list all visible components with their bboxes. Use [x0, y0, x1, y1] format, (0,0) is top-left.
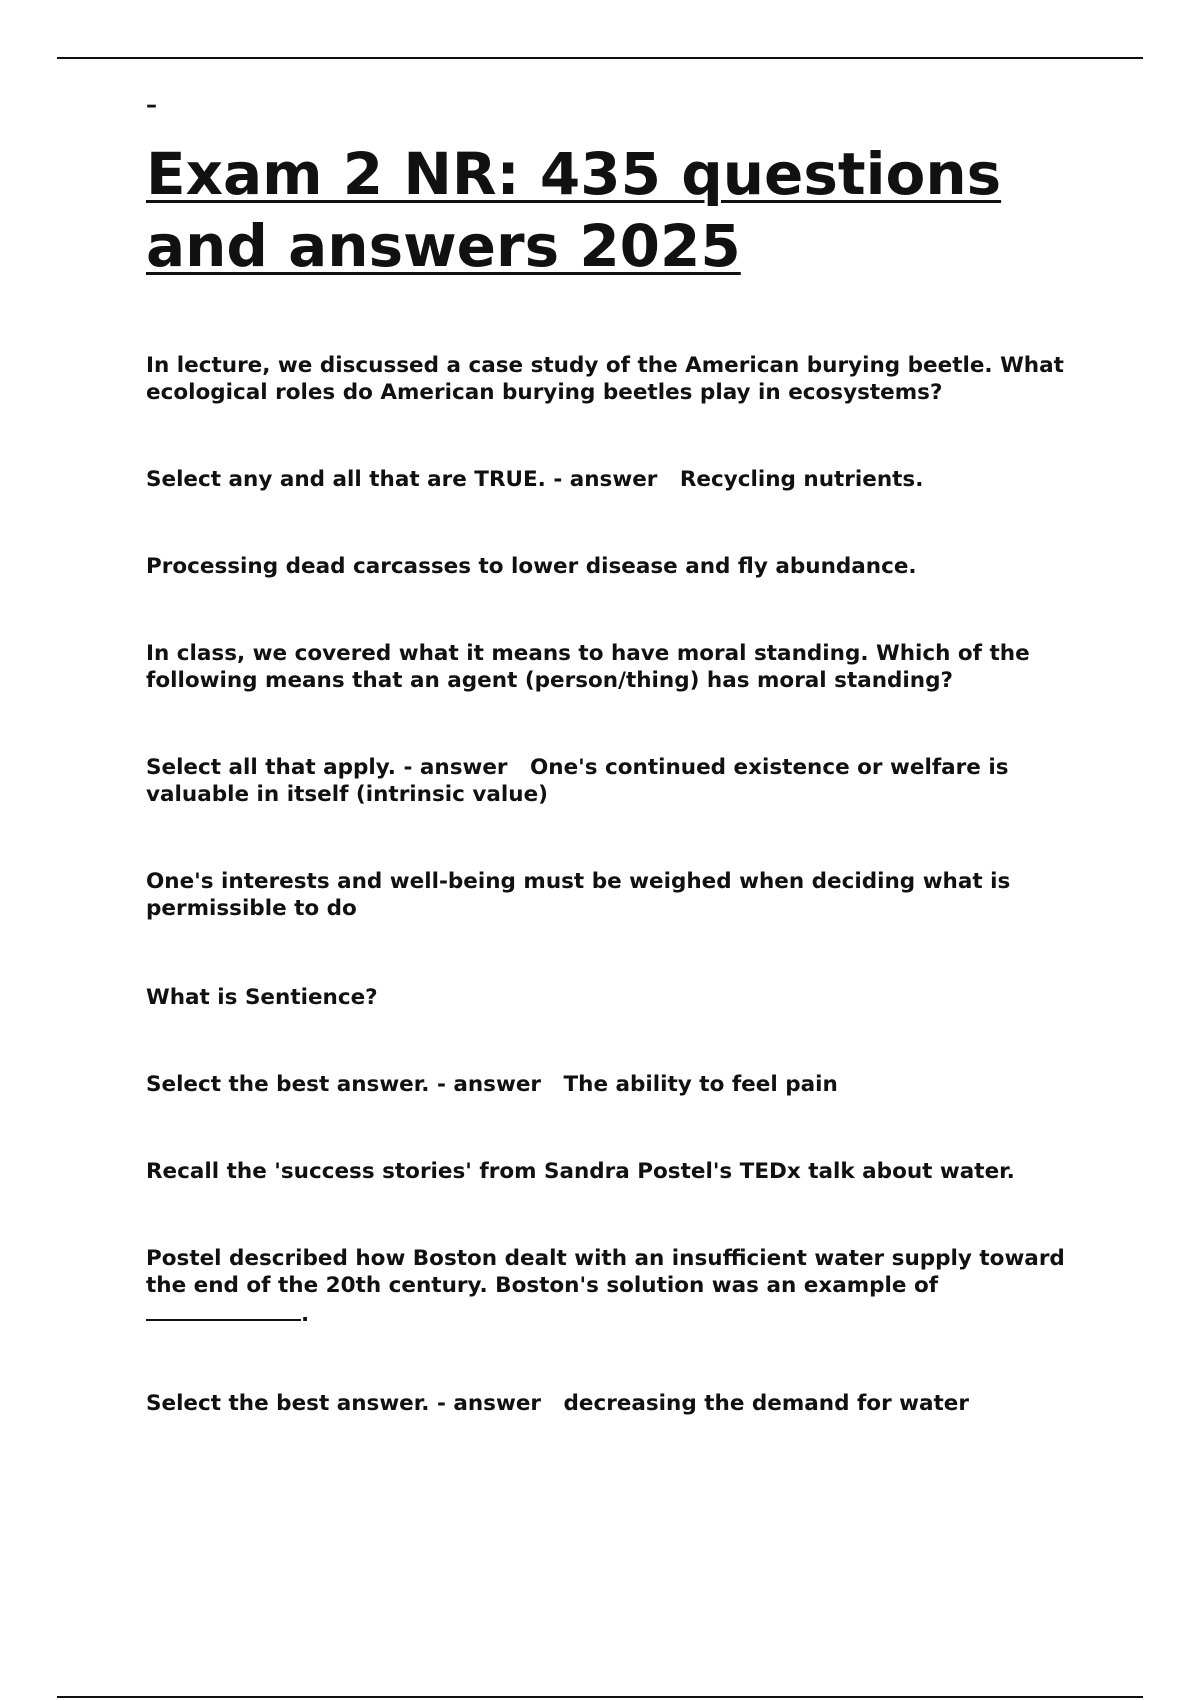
- document-title-text: Exam 2 NR: 435 questions and answers 2025: [146, 140, 1002, 280]
- question-boston: [146, 1245, 1086, 1328]
- bottom-rule: [57, 1696, 1143, 1698]
- document-body: [146, 92, 1086, 1417]
- dash-mark: –: [146, 93, 157, 118]
- top-rule: [57, 57, 1143, 59]
- answer-boston: Select the best answer. - answer decreasing the demand for water: [146, 1391, 969, 1416]
- answer-beetle-1: Select any and all that are TRUE. - answer Recycling nutrients.: [146, 467, 924, 492]
- fill-in-blank: [146, 1299, 301, 1321]
- document-title: [146, 138, 1086, 282]
- question-sentience: What is Sentience?: [146, 985, 378, 1010]
- answer-sentience: Select the best answer. - answer The ability to feel pain: [146, 1072, 838, 1097]
- blank-period: .: [301, 1302, 310, 1327]
- answer-moral-standing-2: One's interests and well-being must be weighed when deciding what is permissible to do: [146, 869, 1018, 921]
- question-moral-standing: In class, we covered what it means to have moral standing. Which of the following means that an agent (person/thing) has moral standing?: [146, 641, 1038, 693]
- answer-moral-standing-1: Select all that apply. - answer One's continued existence or welfare is valuable in itself (intrinsic value): [146, 755, 1017, 807]
- question-postel-recall: Recall the 'success stories' from Sandra Postel's TEDx talk about water.: [146, 1159, 1015, 1184]
- question-beetle-prompt: In lecture, we discussed a case study of the American burying beetle. What ecological roles do American burying beetles play in ecosystems?: [146, 353, 1072, 405]
- answer-beetle-2: Processing dead carcasses to lower disease and fly abundance.: [146, 554, 917, 579]
- question-boston-text: Postel described how Boston dealt with an insufficient water supply toward the end of the 20th century. Boston's solution was an example of: [146, 1246, 1073, 1298]
